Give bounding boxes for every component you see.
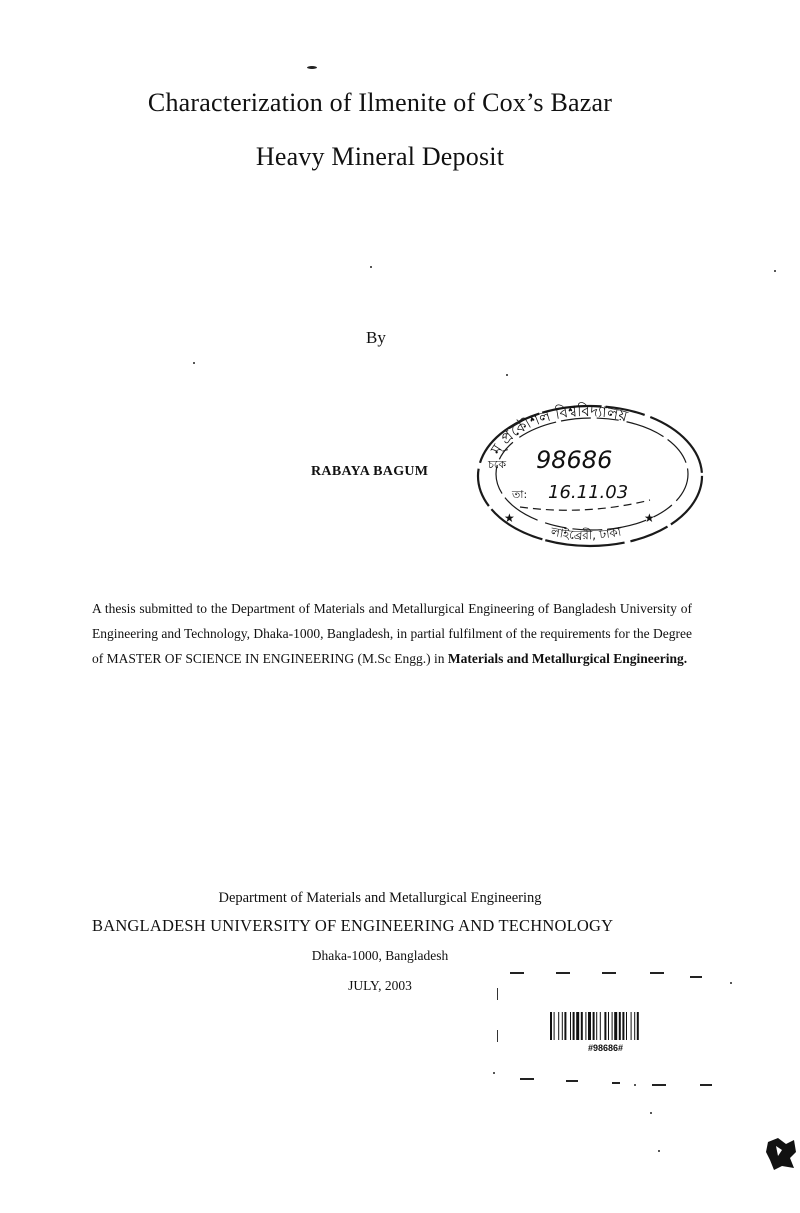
by-label: By	[366, 328, 386, 347]
scan-dash	[566, 1080, 578, 1082]
stamp-arc-top-text: ম্‌ প্রকৌশল বিশ্ববিদ্যালয়	[486, 401, 630, 458]
scan-tick	[497, 988, 498, 1000]
scan-speck	[730, 982, 732, 984]
thesis-title-line-2: Heavy Mineral Deposit	[255, 142, 505, 171]
scan-dash	[652, 1084, 666, 1086]
barcode-number: #98686#	[588, 1043, 624, 1053]
stamp-star-right: ★	[644, 511, 655, 525]
scan-speck	[493, 1072, 495, 1074]
scan-dash	[510, 972, 524, 974]
scan-speck	[370, 266, 372, 268]
department-name: Department of Materials and Metallurgical Engineering	[218, 890, 542, 906]
corner-ink-blot	[764, 1136, 798, 1172]
scan-dash	[612, 1082, 620, 1084]
scan-tick	[497, 1030, 498, 1042]
thesis-statement-text: A thesis submitted to the Department of Materials and Metallurgical Engineering of Bangladesh University of Engineering and Technology, Dhaka-1000, Bangladesh, in partial fulfilment of the requirements for the Degree of MASTER OF SCIENCE IN ENGINEERING (M.Sc Engg.) in	[92, 601, 692, 666]
stamp-left-marks: চকে	[488, 458, 507, 471]
scan-speck	[307, 66, 317, 69]
stamp-accession-number: 98686	[536, 446, 613, 474]
scan-speck	[650, 1112, 652, 1114]
scan-dash	[700, 1084, 712, 1086]
stamp-arc-bottom-text: লাইব্রেরী, ঢাকা	[549, 524, 623, 543]
thesis-title-line-1: Characterization of Ilmenite of Cox’s Bazar	[147, 88, 613, 117]
author-name: RABAYA BAGUM	[311, 464, 429, 479]
library-stamp	[466, 396, 706, 556]
library-barcode	[550, 1012, 685, 1042]
thesis-statement-bold: Materials and Metallurgical Engineering.	[447, 651, 688, 666]
scan-speck	[634, 1084, 636, 1086]
scan-dash	[602, 972, 616, 974]
scan-speck	[658, 1150, 660, 1152]
stamp-date-written: 16.11.03	[548, 482, 629, 503]
scan-speck	[193, 362, 195, 364]
scan-dash	[556, 972, 570, 974]
stamp-date-prefix: তা:	[512, 488, 528, 501]
scan-dash	[520, 1078, 534, 1080]
scan-speck	[774, 270, 776, 272]
submission-date: JULY, 2003	[348, 978, 412, 993]
university-name: BANGLADESH UNIVERSITY OF ENGINEERING AND TECHNOLOGY	[92, 916, 614, 935]
scan-dash	[690, 976, 702, 978]
thesis-statement	[92, 596, 692, 671]
stamp-star-left: ★	[504, 511, 515, 525]
scan-speck	[506, 374, 508, 376]
scan-dash	[650, 972, 664, 974]
city-line: Dhaka-1000, Bangladesh	[311, 948, 449, 963]
